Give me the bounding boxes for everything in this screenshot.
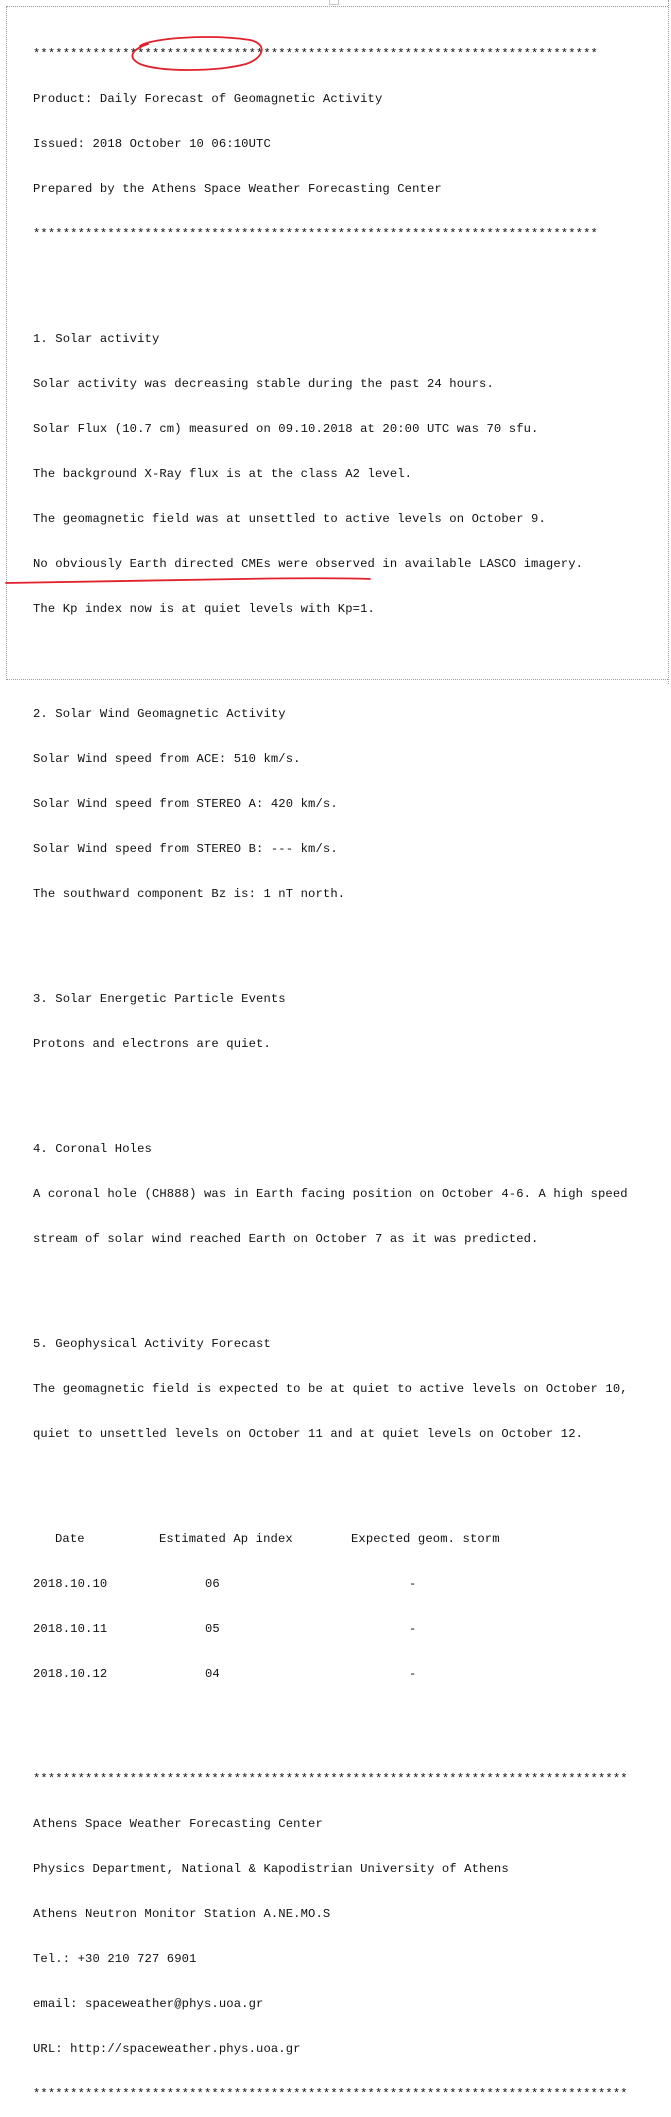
table-row [33,1667,671,1682]
page-top-marker [329,0,339,5]
forecast-table-header [33,1532,671,1547]
section-heading-solar-wind: 2. Solar Wind Geomagnetic Activity [33,707,286,721]
solar-wind-line: The southward component Bz is: 1 nT north. [33,887,346,901]
footer-tel: Tel.: +30 210 727 6901 [33,1952,197,1966]
solar-activity-line: The background X-Ray flux is at the class A2 level. [33,467,413,481]
prepared-line: Prepared by the Athens Space Weather Forecasting Center [33,182,442,196]
solar-activity-line: The Kp index now is at quiet levels with Kp=1. [33,602,375,616]
coronal-holes-line: stream of solar wind reached Earth on October 7 as it was predicted. [33,1232,539,1246]
row-storm: - [409,1622,417,1636]
product-line: Product: Daily Forecast of Geomagnetic Activity [33,92,383,106]
solar-activity-line: Solar Flux (10.7 cm) measured on 09.10.2018 at 20:00 UTC was 70 sfu. [33,422,539,436]
footer-email: email: spaceweather@phys.uoa.gr [33,1997,264,2011]
solar-activity-line: Solar activity was decreasing stable during the past 24 hours. [33,377,494,391]
footer-station: Athens Neutron Monitor Station A.NE.MO.S [33,1907,331,1921]
row-storm: - [409,1667,417,1681]
row-date: 2018.10.11 [33,1622,108,1636]
header-date: Date [55,1532,85,1546]
solar-activity-line: No obviously Earth directed CMEs were observed in available LASCO imagery. [33,557,584,571]
forecast-line: quiet to unsettled levels on October 11 and at quiet levels on October 12. [33,1427,584,1441]
table-row [33,1577,671,1592]
coronal-holes-line: A coronal hole (CH888) was in Earth facing position on October 4-6. A high speed [33,1187,628,1201]
forecast-bulletin [33,17,671,2117]
row-ap: 06 [205,1577,220,1591]
table-row [33,1622,671,1637]
star-rule-top: **************************************************************************** [33,47,598,61]
section-heading-forecast: 5. Geophysical Activity Forecast [33,1337,271,1351]
row-ap: 04 [205,1667,220,1681]
solar-activity-line: The geomagnetic field was at unsettled to active levels on October 9. [33,512,546,526]
row-date: 2018.10.12 [33,1667,108,1681]
header-ap-index: Estimated Ap index [159,1532,293,1546]
solar-wind-line: Solar Wind speed from STEREO B: --- km/s. [33,842,338,856]
particles-line: Protons and electrons are quiet. [33,1037,271,1051]
row-ap: 05 [205,1622,220,1636]
solar-wind-line: Solar Wind speed from ACE: 510 km/s. [33,752,301,766]
star-rule-bottom: ******************************************************************************** [33,2087,628,2101]
row-date: 2018.10.10 [33,1577,108,1591]
star-rule-footer-start: ******************************************************************************** [33,1772,628,1786]
star-rule-header-end: **************************************************************************** [33,227,598,241]
solar-wind-line: Solar Wind speed from STEREO A: 420 km/s. [33,797,338,811]
row-storm: - [409,1577,417,1591]
section-heading-coronal-holes: 4. Coronal Holes [33,1142,152,1156]
header-geom-storm: Expected geom. storm [351,1532,500,1546]
section-heading-particles: 3. Solar Energetic Particle Events [33,992,286,1006]
footer-department: Physics Department, National & Kapodistrian University of Athens [33,1862,509,1876]
issued-line: Issued: 2018 October 10 06:10UTC [33,137,271,151]
footer-url: URL: http://spaceweather.phys.uoa.gr [33,2042,301,2056]
footer-center-name: Athens Space Weather Forecasting Center [33,1817,323,1831]
section-heading-solar-activity: 1. Solar activity [33,332,160,346]
forecast-line: The geomagnetic field is expected to be at quiet to active levels on October 10, [33,1382,628,1396]
